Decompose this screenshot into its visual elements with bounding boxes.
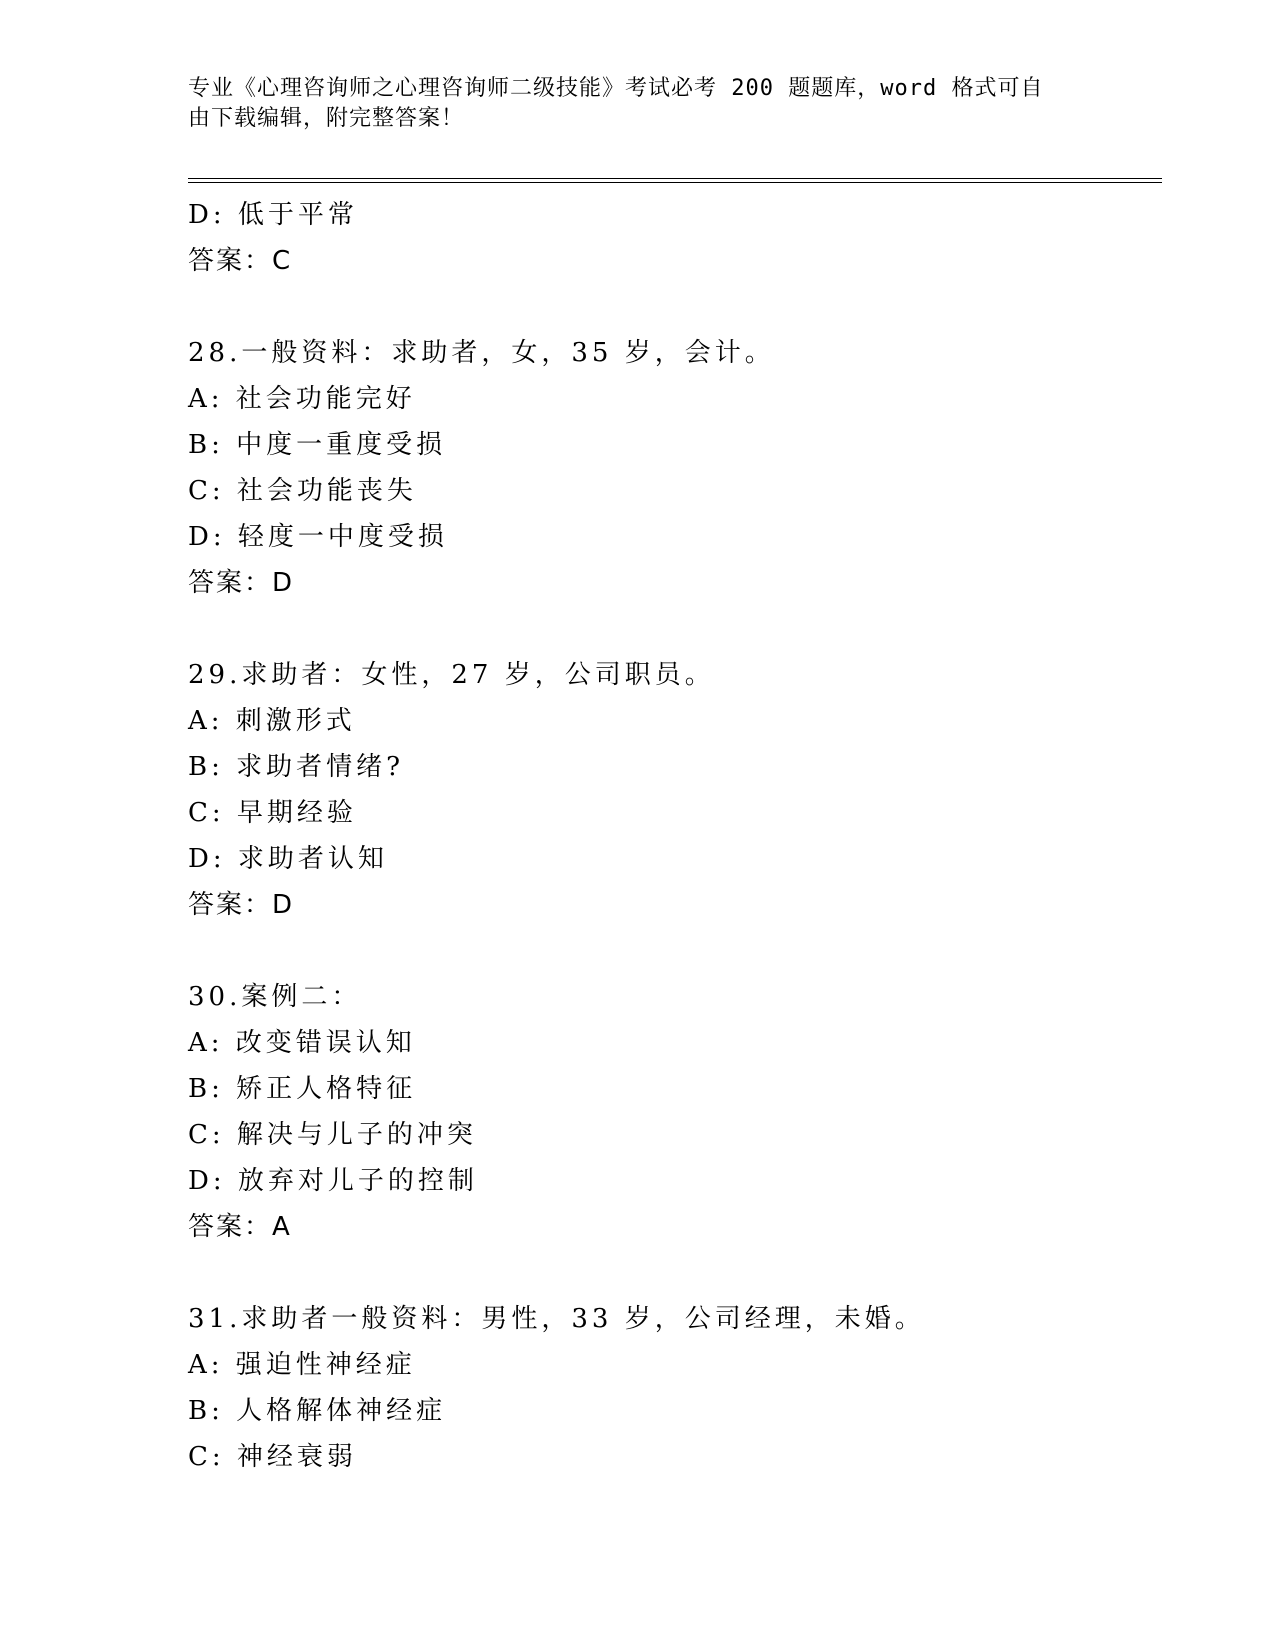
option-a: A: 强迫性神经症 [188,1350,416,1380]
question-list [188,192,1162,1480]
header-divider [188,178,1162,183]
option-c: C: 社会功能丧失 [188,476,417,506]
question-title: 29.求助者：女性，27 岁，公司职员。 [188,660,715,690]
spacer [188,1250,1162,1296]
option-c: C: 神经衰弱 [188,1442,357,1472]
spacer [188,284,1162,330]
option-c: C: 早期经验 [188,798,357,828]
question-title: 31.求助者一般资料：男性，33 岁，公司经理，未婚。 [188,1304,925,1334]
answer-line: 答案：D [188,568,295,598]
spacer [188,606,1162,652]
option-d: D: 低于平常 [188,200,358,230]
option-a: A: 改变错误认知 [188,1028,416,1058]
question-29 [188,652,1162,928]
header-title-line-1: 专业《心理咨询师之心理咨询师二级技能》考试必考 200 题题库，word 格式可自 [188,76,1044,101]
answer-line: 答案：A [188,1212,292,1242]
document-header [188,74,1068,134]
question-title: 28.一般资料：求助者，女，35 岁，会计。 [188,338,775,368]
question-30 [188,974,1162,1250]
option-a: A: 刺激形式 [188,706,356,736]
option-d: D: 放弃对儿子的控制 [188,1166,478,1196]
option-b: B: 矫正人格特征 [188,1074,417,1104]
question-28 [188,330,1162,606]
option-d: D: 轻度一中度受损 [188,522,448,552]
option-b: B: 求助者情绪? [188,752,405,782]
option-b: B: 中度一重度受损 [188,430,447,460]
answer-line: 答案：C [188,246,293,276]
option-c: C: 解决与儿子的冲突 [188,1120,477,1150]
option-a: A: 社会功能完好 [188,384,416,414]
question-title: 30.案例二： [188,982,362,1012]
question-31 [188,1296,1162,1480]
answer-line: 答案：D [188,890,295,920]
spacer [188,928,1162,974]
option-b: B: 人格解体神经症 [188,1396,447,1426]
header-title-line-2: 由下载编辑，附完整答案！ [188,106,465,131]
option-d: D: 求助者认知 [188,844,388,874]
